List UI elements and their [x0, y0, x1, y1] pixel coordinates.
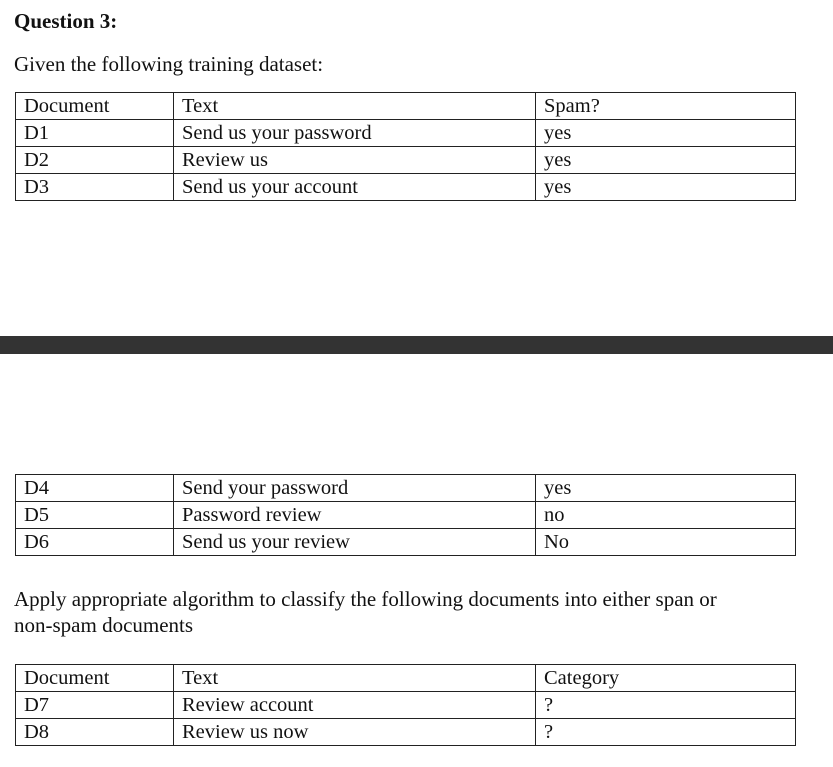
cell-document: D6 — [16, 529, 174, 556]
table-row — [16, 502, 796, 529]
cell-text: Send us your password — [174, 120, 536, 147]
question-title: Question 3: — [14, 9, 118, 33]
cell-document: D8 — [16, 719, 174, 746]
cell-document: D1 — [16, 120, 174, 147]
table-row — [16, 174, 796, 201]
instruction-line-2: non-spam documents — [14, 613, 194, 637]
training-table-top — [15, 92, 796, 201]
cell-spam: no — [536, 502, 796, 529]
table-header-row — [16, 665, 796, 692]
header-spam: Spam? — [536, 93, 796, 120]
table-row — [16, 719, 796, 746]
cell-text: Send us your account — [174, 174, 536, 201]
cell-category: ? — [536, 719, 796, 746]
intro-text: Given the following training dataset: — [14, 52, 324, 76]
cell-spam: yes — [536, 147, 796, 174]
cell-document: D7 — [16, 692, 174, 719]
cell-text: Password review — [174, 502, 536, 529]
table-header-row — [16, 93, 796, 120]
cell-spam: yes — [536, 120, 796, 147]
table-row — [16, 147, 796, 174]
header-text: Text — [174, 93, 536, 120]
cell-spam: yes — [536, 475, 796, 502]
training-table-bottom — [15, 474, 796, 556]
table-row — [16, 120, 796, 147]
cell-spam: yes — [536, 174, 796, 201]
cell-document: D5 — [16, 502, 174, 529]
instruction-text — [14, 586, 824, 638]
cell-document: D3 — [16, 174, 174, 201]
cell-text: Send us your review — [174, 529, 536, 556]
table-row — [16, 529, 796, 556]
cell-text: Review account — [174, 692, 536, 719]
cell-document: D4 — [16, 475, 174, 502]
test-table — [15, 664, 796, 746]
cell-text: Send your password — [174, 475, 536, 502]
header-category: Category — [536, 665, 796, 692]
instruction-line-1: Apply appropriate algorithm to classify the following documents into either span or — [14, 587, 717, 611]
cell-document: D2 — [16, 147, 174, 174]
table-row — [16, 692, 796, 719]
cell-category: ? — [536, 692, 796, 719]
cell-text: Review us — [174, 147, 536, 174]
header-text: Text — [174, 665, 536, 692]
cell-text: Review us now — [174, 719, 536, 746]
table-row — [16, 475, 796, 502]
header-document: Document — [16, 93, 174, 120]
header-document: Document — [16, 665, 174, 692]
cell-spam: No — [536, 529, 796, 556]
page-separator-bar — [0, 336, 833, 354]
